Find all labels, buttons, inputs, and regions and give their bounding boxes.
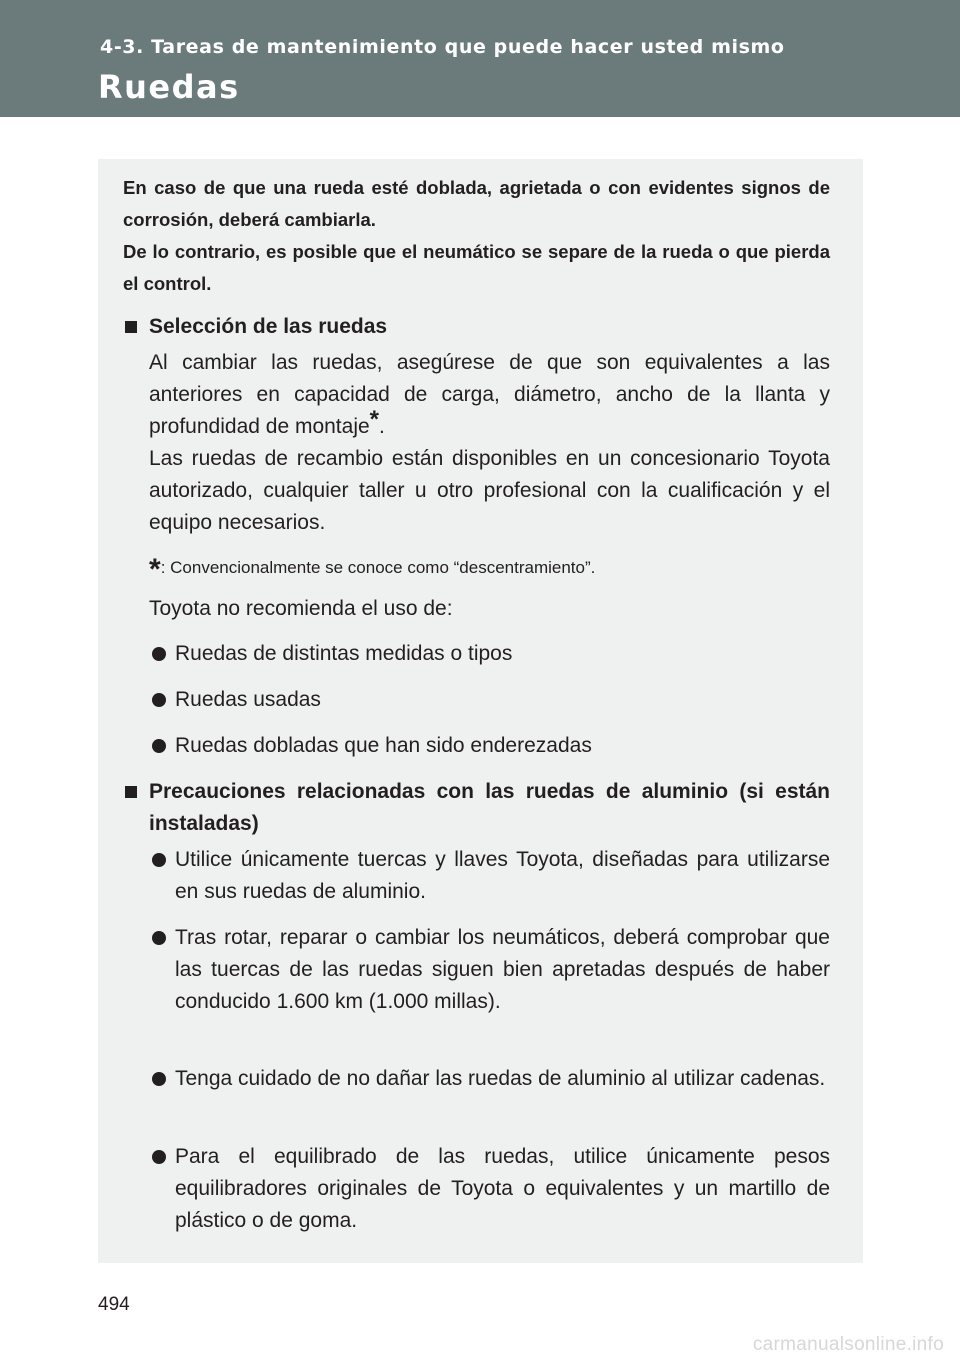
list-item <box>152 1063 830 1095</box>
list-item-text: Tenga cuidado de no dañar las ruedas de aluminio al utilizar cadenas. <box>175 1067 826 1090</box>
list-item-text: Tras rotar, reparar o cambiar los neumáticos, deberá comprobar que las tuercas de las ruedas siguen bien apretadas después de haber conducido 1.600 km (1.000 millas). <box>175 926 830 1013</box>
round-bullet-icon <box>152 739 166 753</box>
list-item-text: Para el equilibrado de las ruedas, utilice únicamente pesos equilibradores originales de Toyota o equivalentes y un martillo de plástico o de goma. <box>175 1145 830 1232</box>
chapter-header <box>0 0 960 117</box>
footnote <box>149 552 830 586</box>
footnote-text: : Convencionalmente se conoce como “descentramiento”. <box>160 558 596 577</box>
list-item-text: Ruedas dobladas que han sido enderezadas <box>175 734 592 757</box>
square-bullet-icon <box>125 786 137 798</box>
section-title: 4-3. Tareas de mantenimiento que puede hacer usted mismo <box>100 36 785 58</box>
selection-heading-text: Selección de las ruedas <box>149 315 388 338</box>
list-item <box>152 730 830 762</box>
round-bullet-icon <box>152 1072 166 1086</box>
footnote-star: * <box>369 406 380 433</box>
list-item-text: Ruedas usadas <box>175 688 321 711</box>
selection-paragraph-2: Las ruedas de recambio están disponibles en un concesionario Toyota autorizado, cualquier taller u otro profesional con la cualificación y el equipo necesarios. <box>149 447 830 534</box>
list-item <box>152 922 830 1018</box>
list-item <box>152 638 830 670</box>
warning-line-2: De lo contrario, es posible que el neumático se separe de la rueda o que pierda el control. <box>123 241 830 294</box>
aluminum-heading-text: Precauciones relacionadas con las ruedas de aluminio (si están instaladas) <box>149 780 830 835</box>
warning-line-1: En caso de que una rueda esté doblada, agrietada o con evidentes signos de corrosión, deberá cambiarla. <box>123 177 830 230</box>
selection-heading <box>125 311 830 343</box>
round-bullet-icon <box>152 853 166 867</box>
selection-para1-end: . <box>379 415 385 438</box>
round-bullet-icon <box>152 931 166 945</box>
round-bullet-icon <box>152 693 166 707</box>
page-number: 494 <box>98 1294 130 1315</box>
list-item-text: Ruedas de distintas medidas o tipos <box>175 642 513 665</box>
list-item-text: Utilice únicamente tuercas y llaves Toyota, diseñadas para utilizarse en sus ruedas de aluminio. <box>175 848 830 903</box>
warning-text <box>123 172 830 300</box>
selection-para1-text: Al cambiar las ruedas, asegúrese de que son equivalentes a las anteriores en capacidad de carga, diámetro, ancho de la llanta y profundidad de montaje <box>149 351 830 438</box>
watermark: carmanualsonline.info <box>752 1334 944 1355</box>
list-item <box>152 1141 830 1237</box>
selection-paragraph-1 <box>149 347 830 443</box>
list-item <box>152 684 830 716</box>
footnote-star-marker: * <box>149 553 161 586</box>
page-title: Ruedas <box>98 68 240 106</box>
round-bullet-icon <box>152 647 166 661</box>
round-bullet-icon <box>152 1150 166 1164</box>
not-recommended-intro: Toyota no recomienda el uso de: <box>149 597 453 620</box>
aluminum-heading <box>125 776 830 840</box>
list-item <box>152 844 830 908</box>
square-bullet-icon <box>125 321 137 333</box>
